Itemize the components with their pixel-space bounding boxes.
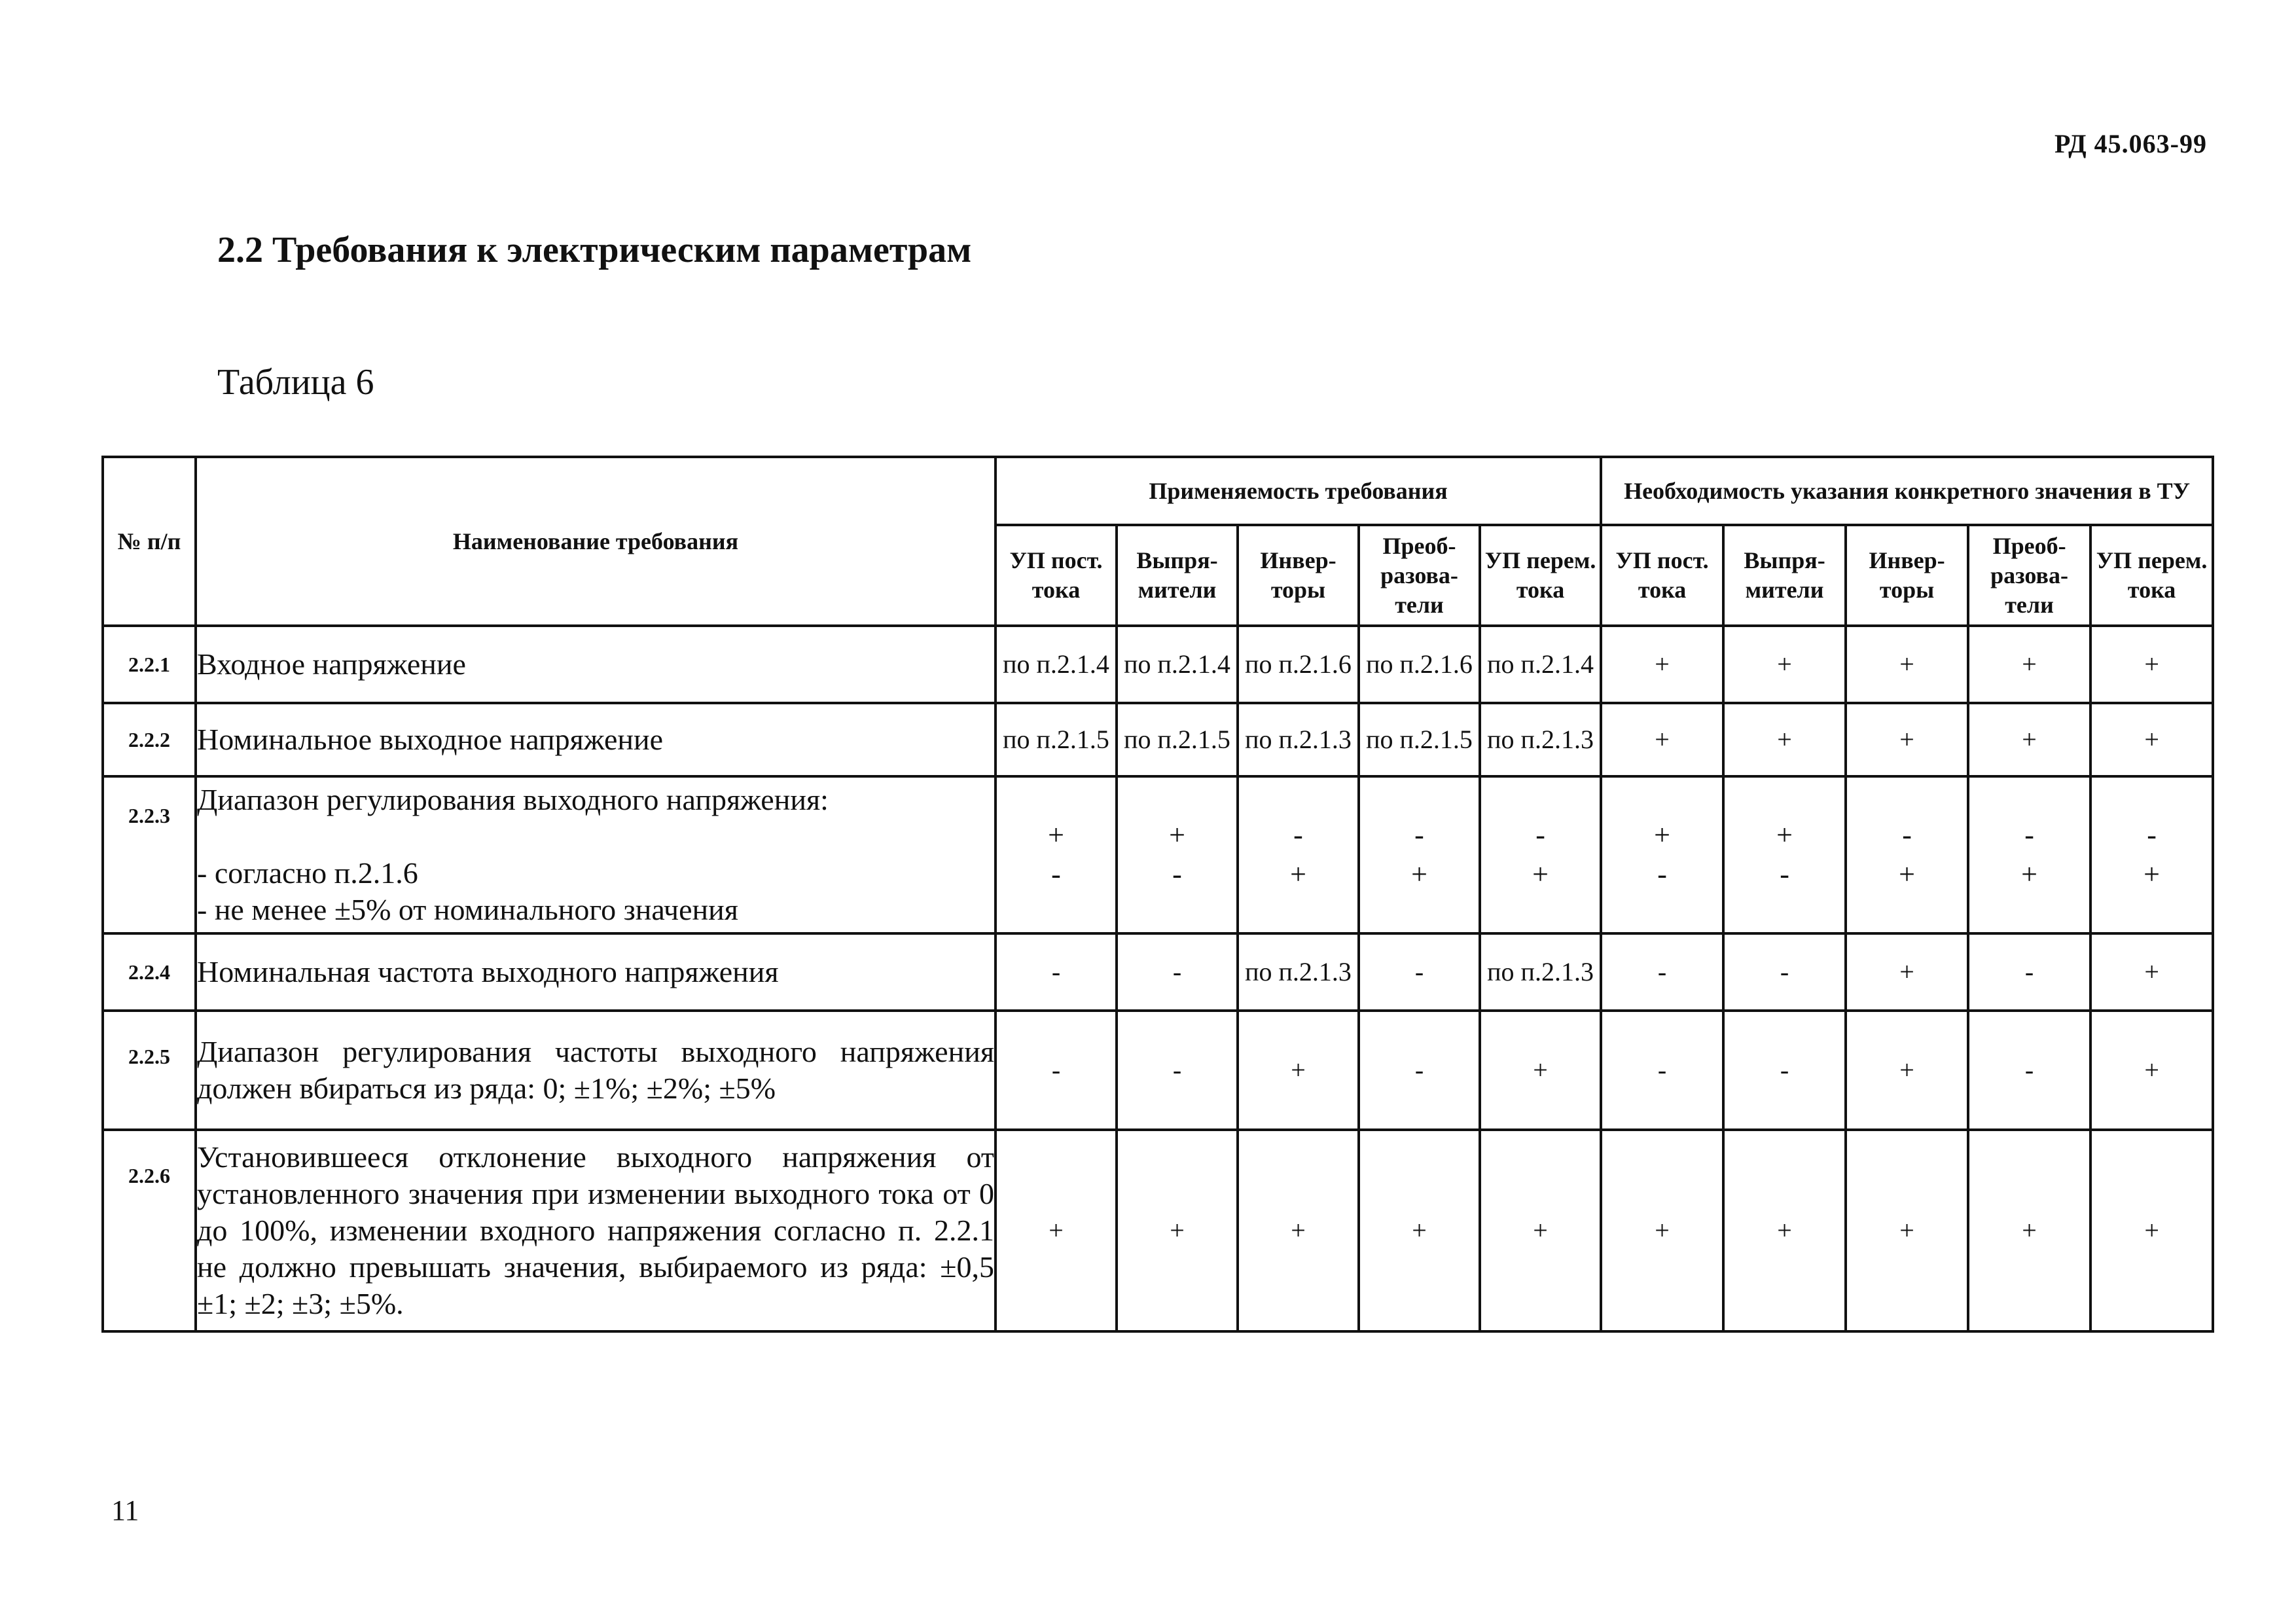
subcol-header: Инвер-торы (1846, 525, 1968, 626)
table-cell: + (2090, 703, 2213, 776)
table-cell: по п.2.1.5 (1117, 703, 1238, 776)
table-cell: + (1723, 703, 1846, 776)
col-header-name: Наименование требования (196, 457, 996, 626)
cell-value: - (1780, 858, 1789, 890)
table-cell: + (1601, 626, 1723, 703)
table-row (103, 626, 2213, 703)
cell-value: + (1411, 858, 1427, 890)
cell-value: - (1657, 858, 1667, 890)
table-cell: + (1968, 703, 2090, 776)
spacer (197, 818, 994, 855)
table-cell: по п.2.1.3 (1238, 703, 1359, 776)
table-cell (1601, 776, 1723, 933)
cell-value: + (2021, 858, 2037, 890)
table-cell: + (1601, 703, 1723, 776)
requirements-table (101, 456, 2214, 1333)
table-cell: + (1238, 1130, 1359, 1331)
subcol-header: Преоб-разова-тели (1968, 525, 2090, 626)
cell-value: + (1654, 819, 1670, 851)
cell-value: + (1532, 858, 1549, 890)
table-cell: + (996, 1130, 1117, 1331)
section-title: 2.2 Требования к электрическим параметрам (217, 230, 972, 270)
requirement-name: Входное напряжение (196, 626, 996, 703)
requirement-name: Диапазон регулирования выходного напряжения: (197, 782, 829, 816)
table-cell: по п.2.1.3 (1238, 933, 1359, 1011)
table-cell: по п.2.1.6 (1238, 626, 1359, 703)
table-cell: + (1968, 626, 2090, 703)
subcol-header: УП перем. тока (1480, 525, 1601, 626)
requirement-name: Установившееся отклонение выходного напряжения от установленного значения при изменении выходного тока от 0 до 100%, изменении входного напряжения согласно п. 2.2.1 не должно превышать значения, выбираемого из ряда: ±0,5 ±1; ±2; ±3; ±5%. (196, 1130, 996, 1331)
cell-value: - (1051, 858, 1061, 890)
table-header (103, 457, 2213, 626)
requirement-name: Диапазон регулирования частоты выходного напряжения должен вбираться из ряда: 0; ±1%; ±2%; ±5% (196, 1011, 996, 1130)
table-cell: - (1359, 933, 1480, 1011)
table-cell (1723, 776, 1846, 933)
table-cell: по п.2.1.4 (996, 626, 1117, 703)
table-cell: по п.2.1.6 (1359, 626, 1480, 703)
col-header-num: № п/п (103, 457, 196, 626)
cell-value: + (1169, 819, 1185, 851)
requirement-name: Номинальное выходное напряжение (196, 703, 996, 776)
table-cell: - (1117, 1011, 1238, 1130)
table-cell: + (1238, 1011, 1359, 1130)
table-cell: - (1601, 933, 1723, 1011)
row-number: 2.2.3 (103, 776, 196, 933)
table-cell: - (1359, 1011, 1480, 1130)
table-cell: - (1723, 933, 1846, 1011)
cell-value: - (1535, 819, 1545, 851)
cell-value: - (1293, 819, 1303, 851)
table-cell: по п.2.1.5 (1359, 703, 1480, 776)
table-cell: + (2090, 626, 2213, 703)
table-cell: - (1968, 1011, 2090, 1130)
cell-value: - (2024, 819, 2034, 851)
table-cell: + (1601, 1130, 1723, 1331)
row-number: 2.2.1 (103, 626, 196, 703)
cell-value: + (2144, 858, 2160, 890)
table-cell: + (2090, 1130, 2213, 1331)
table-cell (2090, 776, 2213, 933)
table-cell: + (2090, 1011, 2213, 1130)
requirement-subitem: - не менее ±5% от номинального значения (197, 893, 738, 927)
table-cell: - (1723, 1011, 1846, 1130)
requirement-name-group (196, 776, 996, 933)
table-cell (1480, 776, 1601, 933)
table-row (103, 1130, 2213, 1331)
subcol-header: Выпря-мители (1723, 525, 1846, 626)
table-cell: + (1846, 703, 1968, 776)
table-cell (1238, 776, 1359, 933)
table-row (103, 1011, 2213, 1130)
cell-value: + (1776, 819, 1793, 851)
table-cell: + (1117, 1130, 1238, 1331)
table-cell (996, 776, 1117, 933)
table-cell: по п.2.1.5 (996, 703, 1117, 776)
document-code: РД 45.063-99 (2054, 129, 2207, 158)
page-number: 11 (111, 1494, 139, 1526)
table-cell: + (2090, 933, 2213, 1011)
group-header-specification: Необходимость указания конкретного значения в ТУ (1601, 457, 2213, 525)
subcol-header: Выпря-мители (1117, 525, 1238, 626)
table-cell: по п.2.1.3 (1480, 933, 1601, 1011)
table-cell: - (996, 1011, 1117, 1130)
cell-value: - (1172, 858, 1182, 890)
table-cell: + (1846, 1130, 1968, 1331)
table-cell (1117, 776, 1238, 933)
subcol-header: УП пост. тока (1601, 525, 1723, 626)
table-cell: по п.2.1.4 (1480, 626, 1601, 703)
subcol-header: УП перем. тока (2090, 525, 2213, 626)
table-cell: - (1117, 933, 1238, 1011)
row-number: 2.2.5 (103, 1011, 196, 1130)
table-row (103, 703, 2213, 776)
subcol-header: Преоб-разова-тели (1359, 525, 1480, 626)
table-cell: - (1601, 1011, 1723, 1130)
cell-value: + (1048, 819, 1064, 851)
table-cell: - (1968, 933, 2090, 1011)
requirement-subitem: - согласно п.2.1.6 (197, 856, 418, 890)
table-cell: - (996, 933, 1117, 1011)
table-cell (1968, 776, 2090, 933)
cell-value: - (2147, 819, 2157, 851)
table-cell: + (1480, 1130, 1601, 1331)
row-number: 2.2.2 (103, 703, 196, 776)
requirement-name: Номинальная частота выходного напряжения (196, 933, 996, 1011)
cell-value: - (1902, 819, 1912, 851)
table-cell (1846, 776, 1968, 933)
table-cell: + (1723, 1130, 1846, 1331)
cell-value: + (1899, 858, 1915, 890)
table-cell: + (1480, 1011, 1601, 1130)
table-cell: + (1359, 1130, 1480, 1331)
table-cell: + (1723, 626, 1846, 703)
table-cell: + (1968, 1130, 2090, 1331)
subcol-header: УП пост. тока (996, 525, 1117, 626)
table-cell: по п.2.1.4 (1117, 626, 1238, 703)
table-row (103, 933, 2213, 1011)
subcol-header: Инвер-торы (1238, 525, 1359, 626)
table-cell: + (1846, 1011, 1968, 1130)
row-number: 2.2.4 (103, 933, 196, 1011)
table-cell: + (1846, 933, 1968, 1011)
row-number: 2.2.6 (103, 1130, 196, 1331)
cell-value: + (1290, 858, 1306, 890)
cell-value: - (1414, 819, 1424, 851)
table-cell: + (1846, 626, 1968, 703)
table-caption: Таблица 6 (217, 362, 374, 403)
group-header-applicability: Применяемость требования (996, 457, 1601, 525)
table-cell (1359, 776, 1480, 933)
table-row (103, 776, 2213, 933)
table-cell: по п.2.1.3 (1480, 703, 1601, 776)
